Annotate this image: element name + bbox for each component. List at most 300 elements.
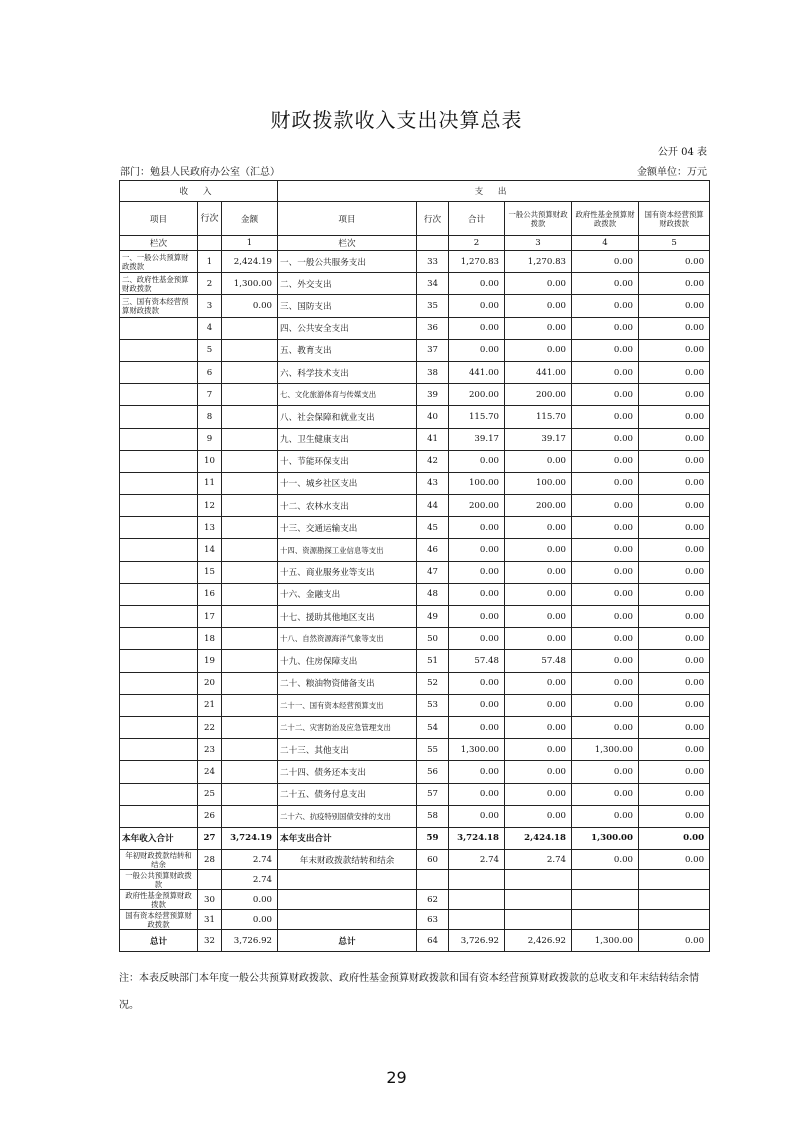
expense-general: 0.00 xyxy=(505,583,572,605)
income-amount: 1,300.00 xyxy=(222,273,278,295)
expense-state: 0.00 xyxy=(639,273,710,295)
income-amount: 2,424.19 xyxy=(222,251,278,273)
expense-total: 0.00 xyxy=(449,783,505,805)
expense-total: 0.00 xyxy=(449,761,505,783)
expense-fund: 0.00 xyxy=(572,472,639,494)
expense-fund: 1,300.00 xyxy=(572,930,639,952)
carry-detail-row xyxy=(120,870,710,890)
expense-total: 115.70 xyxy=(449,406,505,428)
expense-state: 0.00 xyxy=(639,317,710,339)
expense-item-header: 项目 xyxy=(278,202,417,236)
expense-total: 0.00 xyxy=(449,628,505,650)
col-index-4: 4 xyxy=(572,236,639,251)
grand-total-row xyxy=(120,930,710,952)
income-row-no: 16 xyxy=(198,583,222,605)
expense-state xyxy=(639,890,710,910)
income-item xyxy=(120,761,198,783)
income-row-no: 19 xyxy=(198,650,222,672)
expense-state: 0.00 xyxy=(639,561,710,583)
expense-item: 九、卫生健康支出 xyxy=(278,428,417,450)
expense-fund xyxy=(572,890,639,910)
expense-general: 0.00 xyxy=(505,783,572,805)
income-item: 一、一般公共预算财政拨款 xyxy=(120,251,198,273)
expense-total: 0.00 xyxy=(449,450,505,472)
expense-section-header: 支 出 xyxy=(474,187,513,197)
expense-item: 四、公共安全支出 xyxy=(278,317,417,339)
income-row-no: 2 xyxy=(198,273,222,295)
expense-fund: 0.00 xyxy=(572,339,639,361)
total-header: 合计 xyxy=(449,202,505,236)
col-index-5: 5 xyxy=(639,236,710,251)
expense-fund: 0.00 xyxy=(572,628,639,650)
income-amount xyxy=(222,361,278,383)
income-item xyxy=(120,628,198,650)
table-row xyxy=(120,650,710,672)
expense-item: 十八、自然资源海洋气象等支出 xyxy=(278,628,417,650)
income-row-no: 5 xyxy=(198,339,222,361)
income-item xyxy=(120,694,198,716)
expense-row-no: 53 xyxy=(417,694,449,716)
expense-state: 0.00 xyxy=(639,583,710,605)
expense-fund: 0.00 xyxy=(572,606,639,628)
income-amount xyxy=(222,805,278,827)
table-row xyxy=(120,251,710,273)
income-amount xyxy=(222,783,278,805)
income-item: 年初财政拨款结转和结余 xyxy=(120,850,198,870)
income-row-no: 14 xyxy=(198,539,222,561)
expense-fund: 0.00 xyxy=(572,694,639,716)
income-amount xyxy=(222,672,278,694)
expense-total: 0.00 xyxy=(449,295,505,317)
expense-item xyxy=(278,870,417,890)
expense-row-no: 59 xyxy=(417,827,449,849)
expense-row-no: 33 xyxy=(417,251,449,273)
expense-general: 2.74 xyxy=(505,850,572,870)
table-row xyxy=(120,606,710,628)
table-row xyxy=(120,428,710,450)
income-amount xyxy=(222,384,278,406)
expense-total: 0.00 xyxy=(449,317,505,339)
expense-total: 1,270.83 xyxy=(449,251,505,273)
expense-general: 1,270.83 xyxy=(505,251,572,273)
expense-item: 二、外交支出 xyxy=(278,273,417,295)
income-row-no: 18 xyxy=(198,628,222,650)
table-row xyxy=(120,273,710,295)
income-item xyxy=(120,672,198,694)
expense-fund: 0.00 xyxy=(572,716,639,738)
income-item xyxy=(120,339,198,361)
expense-fund: 0.00 xyxy=(572,783,639,805)
expense-total: 0.00 xyxy=(449,517,505,539)
income-row-no: 22 xyxy=(198,716,222,738)
expense-row-no: 58 xyxy=(417,805,449,827)
expense-fund: 1,300.00 xyxy=(572,739,639,761)
expense-row-no: 52 xyxy=(417,672,449,694)
income-item xyxy=(120,472,198,494)
expense-row-no: 57 xyxy=(417,783,449,805)
table-row xyxy=(120,295,710,317)
expense-row-no: 46 xyxy=(417,539,449,561)
expense-general: 200.00 xyxy=(505,384,572,406)
expense-item: 三、国防支出 xyxy=(278,295,417,317)
expense-item: 十五、商业服务业等支出 xyxy=(278,561,417,583)
income-amount xyxy=(222,472,278,494)
year-total-row xyxy=(120,827,710,849)
unit-label: 金额单位：万元 xyxy=(637,167,707,178)
income-item xyxy=(120,650,198,672)
expense-state: 0.00 xyxy=(639,783,710,805)
expense-total xyxy=(449,870,505,890)
expense-state: 0.00 xyxy=(639,495,710,517)
table-row xyxy=(120,739,710,761)
table-row xyxy=(120,761,710,783)
expense-row-no: 40 xyxy=(417,406,449,428)
expense-total: 0.00 xyxy=(449,273,505,295)
expense-general: 0.00 xyxy=(505,561,572,583)
income-item xyxy=(120,517,198,539)
income-amount: 0.00 xyxy=(222,910,278,930)
expense-row-no: 48 xyxy=(417,583,449,605)
expense-fund: 0.00 xyxy=(572,317,639,339)
income-amount xyxy=(222,561,278,583)
income-amount xyxy=(222,739,278,761)
income-row-no: 9 xyxy=(198,428,222,450)
expense-row-no: 47 xyxy=(417,561,449,583)
income-row-no: 3 xyxy=(198,295,222,317)
expense-item: 二十六、抗疫特别国债安排的支出 xyxy=(278,805,417,827)
expense-general: 0.00 xyxy=(505,517,572,539)
table-row xyxy=(120,339,710,361)
expense-fund xyxy=(572,870,639,890)
expense-item: 十四、资源勘探工业信息等支出 xyxy=(278,539,417,561)
expense-item: 二十二、灾害防治及应急管理支出 xyxy=(278,716,417,738)
expense-total: 2.74 xyxy=(449,850,505,870)
expense-item: 一、一般公共服务支出 xyxy=(278,251,417,273)
table-row xyxy=(120,406,710,428)
expense-state: 0.00 xyxy=(639,930,710,952)
income-item xyxy=(120,450,198,472)
expense-fund xyxy=(572,910,639,930)
income-amount xyxy=(222,428,278,450)
expense-general: 57.48 xyxy=(505,650,572,672)
expense-fund: 0.00 xyxy=(572,761,639,783)
income-row-no: 15 xyxy=(198,561,222,583)
department-label: 部门：勉县人民政府办公室（汇总） xyxy=(120,167,280,178)
expense-row-no xyxy=(417,870,449,890)
income-amount xyxy=(222,694,278,716)
income-row-no: 21 xyxy=(198,694,222,716)
income-row-no: 8 xyxy=(198,406,222,428)
expense-item: 二十、粮油物资储备支出 xyxy=(278,672,417,694)
page-number: 29 xyxy=(386,1068,407,1087)
expense-item: 十三、交通运输支出 xyxy=(278,517,417,539)
expense-row-no: 51 xyxy=(417,650,449,672)
expense-general: 0.00 xyxy=(505,761,572,783)
expense-general: 2,424.18 xyxy=(505,827,572,849)
expense-row-no: 43 xyxy=(417,472,449,494)
state-capital-header: 国有资本经营预算财政拨款 xyxy=(639,202,710,236)
expense-state: 0.00 xyxy=(639,606,710,628)
expense-fund: 0.00 xyxy=(572,384,639,406)
expense-row-no: 55 xyxy=(417,739,449,761)
expense-total: 39.17 xyxy=(449,428,505,450)
income-amount: 2.74 xyxy=(222,850,278,870)
income-amount xyxy=(222,650,278,672)
expense-total: 1,300.00 xyxy=(449,739,505,761)
col-index-1: 1 xyxy=(222,236,278,251)
expense-fund: 0.00 xyxy=(572,450,639,472)
income-row-no: 7 xyxy=(198,384,222,406)
income-item xyxy=(120,583,198,605)
income-item xyxy=(120,384,198,406)
expense-item: 十七、援助其他地区支出 xyxy=(278,606,417,628)
expense-total: 0.00 xyxy=(449,539,505,561)
income-amount-header: 金额 xyxy=(222,202,278,236)
expense-general: 0.00 xyxy=(505,317,572,339)
expense-state: 0.00 xyxy=(639,339,710,361)
carry-over-row xyxy=(120,850,710,870)
income-amount: 3,726.92 xyxy=(222,930,278,952)
expense-fund: 0.00 xyxy=(572,406,639,428)
expense-fund: 0.00 xyxy=(572,495,639,517)
income-item: 三、国有资本经营预算财政拨款 xyxy=(120,295,198,317)
income-row-no: 4 xyxy=(198,317,222,339)
expense-state: 0.00 xyxy=(639,539,710,561)
income-row-no: 32 xyxy=(198,930,222,952)
income-row-no: 26 xyxy=(198,805,222,827)
expense-state: 0.00 xyxy=(639,295,710,317)
income-row-no xyxy=(198,870,222,890)
income-row-no: 23 xyxy=(198,739,222,761)
income-item xyxy=(120,606,198,628)
header-row-col-index xyxy=(120,236,710,251)
expense-fund: 0.00 xyxy=(572,517,639,539)
income-item: 本年收入合计 xyxy=(120,827,198,849)
expense-state: 0.00 xyxy=(639,472,710,494)
expense-fund: 0.00 xyxy=(572,539,639,561)
table-row xyxy=(120,384,710,406)
expense-total: 200.00 xyxy=(449,384,505,406)
income-amount xyxy=(222,761,278,783)
expense-total: 3,724.18 xyxy=(449,827,505,849)
expense-total: 441.00 xyxy=(449,361,505,383)
form-number: 公开 04 表 xyxy=(657,147,707,158)
expense-total: 0.00 xyxy=(449,583,505,605)
expense-row-no: 50 xyxy=(417,628,449,650)
income-row-no: 25 xyxy=(198,783,222,805)
income-section-header: 收 入 xyxy=(179,187,218,197)
expense-general: 0.00 xyxy=(505,739,572,761)
income-row-no: 13 xyxy=(198,517,222,539)
expense-total: 0.00 xyxy=(449,716,505,738)
expense-fund: 0.00 xyxy=(572,583,639,605)
expense-item: 五、教育支出 xyxy=(278,339,417,361)
expense-total xyxy=(449,890,505,910)
income-amount xyxy=(222,583,278,605)
expense-state: 0.00 xyxy=(639,650,710,672)
expense-row-no: 38 xyxy=(417,361,449,383)
income-amount xyxy=(222,517,278,539)
expense-item: 本年支出合计 xyxy=(278,827,417,849)
income-amount xyxy=(222,339,278,361)
expense-general: 0.00 xyxy=(505,295,572,317)
expense-fund: 0.00 xyxy=(572,650,639,672)
expense-total: 0.00 xyxy=(449,694,505,716)
income-item xyxy=(120,783,198,805)
carry-detail-row xyxy=(120,910,710,930)
expense-fund: 0.00 xyxy=(572,805,639,827)
expense-item: 年末财政拨款结转和结余 xyxy=(278,850,417,870)
expense-general: 0.00 xyxy=(505,273,572,295)
expense-row-no: 41 xyxy=(417,428,449,450)
income-row-no: 28 xyxy=(198,850,222,870)
income-item: 政府性基金预算财政拨款 xyxy=(120,890,198,910)
expense-item: 十、节能环保支出 xyxy=(278,450,417,472)
carry-detail-row xyxy=(120,890,710,910)
expense-fund: 0.00 xyxy=(572,428,639,450)
income-row-no: 6 xyxy=(198,361,222,383)
table-row xyxy=(120,561,710,583)
expense-fund: 0.00 xyxy=(572,251,639,273)
expense-state: 0.00 xyxy=(639,384,710,406)
expense-general: 2,426.92 xyxy=(505,930,572,952)
table-row xyxy=(120,317,710,339)
expense-item: 十九、住房保障支出 xyxy=(278,650,417,672)
expense-state: 0.00 xyxy=(639,827,710,849)
expense-fund: 0.00 xyxy=(572,672,639,694)
expense-general: 0.00 xyxy=(505,716,572,738)
expense-total: 200.00 xyxy=(449,495,505,517)
expense-general xyxy=(505,870,572,890)
income-amount xyxy=(222,495,278,517)
table-row xyxy=(120,517,710,539)
expense-state: 0.00 xyxy=(639,850,710,870)
expense-state: 0.00 xyxy=(639,716,710,738)
expense-fund: 0.00 xyxy=(572,850,639,870)
income-item-header: 项目 xyxy=(120,202,198,236)
income-row-no: 1 xyxy=(198,251,222,273)
expense-general: 0.00 xyxy=(505,694,572,716)
table-row xyxy=(120,450,710,472)
expense-fund: 0.00 xyxy=(572,361,639,383)
income-amount xyxy=(222,716,278,738)
expense-item: 十六、金融支出 xyxy=(278,583,417,605)
expense-row-no: 35 xyxy=(417,295,449,317)
expense-row-no: 37 xyxy=(417,339,449,361)
expense-general: 0.00 xyxy=(505,672,572,694)
expense-general: 115.70 xyxy=(505,406,572,428)
income-row-no: 11 xyxy=(198,472,222,494)
header-row-sections xyxy=(120,181,710,202)
expense-item: 二十四、债务还本支出 xyxy=(278,761,417,783)
expense-general xyxy=(505,910,572,930)
expense-total: 0.00 xyxy=(449,606,505,628)
expense-item: 六、科学技术支出 xyxy=(278,361,417,383)
col-label: 栏次 xyxy=(120,236,198,251)
income-row-no-header: 行次 xyxy=(198,202,222,236)
income-amount: 0.00 xyxy=(222,890,278,910)
expense-state: 0.00 xyxy=(639,361,710,383)
expense-row-no: 36 xyxy=(417,317,449,339)
expense-fund: 0.00 xyxy=(572,561,639,583)
expense-item: 十二、农林水支出 xyxy=(278,495,417,517)
expense-state xyxy=(639,910,710,930)
expense-state: 0.00 xyxy=(639,406,710,428)
expense-row-no: 54 xyxy=(417,716,449,738)
expense-item xyxy=(278,890,417,910)
expense-item: 七、文化旅游体育与传媒支出 xyxy=(278,384,417,406)
table-row xyxy=(120,583,710,605)
page-title: 财政拨款收入支出决算总表 xyxy=(270,108,523,132)
income-row-no: 24 xyxy=(198,761,222,783)
expense-row-no: 34 xyxy=(417,273,449,295)
expense-fund: 0.00 xyxy=(572,295,639,317)
income-amount: 3,724.19 xyxy=(222,827,278,849)
expense-state: 0.00 xyxy=(639,694,710,716)
expense-state xyxy=(639,870,710,890)
expense-row-no: 63 xyxy=(417,910,449,930)
income-item xyxy=(120,739,198,761)
income-item xyxy=(120,805,198,827)
income-row-no: 27 xyxy=(198,827,222,849)
expense-general: 39.17 xyxy=(505,428,572,450)
expense-total: 0.00 xyxy=(449,561,505,583)
expense-total: 3,726.92 xyxy=(449,930,505,952)
income-item: 二、政府性基金预算财政拨款 xyxy=(120,273,198,295)
expense-fund: 1,300.00 xyxy=(572,827,639,849)
expense-state: 0.00 xyxy=(639,761,710,783)
expense-state: 0.00 xyxy=(639,450,710,472)
expense-row-no: 62 xyxy=(417,890,449,910)
expense-total: 100.00 xyxy=(449,472,505,494)
expense-row-no: 45 xyxy=(417,517,449,539)
income-amount xyxy=(222,406,278,428)
expense-general: 100.00 xyxy=(505,472,572,494)
income-item xyxy=(120,495,198,517)
income-row-no: 30 xyxy=(198,890,222,910)
header-row-columns xyxy=(120,202,710,236)
col-index-3: 3 xyxy=(505,236,572,251)
income-amount xyxy=(222,539,278,561)
expense-row-no: 49 xyxy=(417,606,449,628)
income-amount xyxy=(222,317,278,339)
income-item xyxy=(120,361,198,383)
income-item: 总计 xyxy=(120,930,198,952)
income-row-no: 10 xyxy=(198,450,222,472)
income-item xyxy=(120,406,198,428)
expense-state: 0.00 xyxy=(639,739,710,761)
fund-budget-header: 政府性基金预算财政拨款 xyxy=(572,202,639,236)
table-row xyxy=(120,672,710,694)
expense-total: 57.48 xyxy=(449,650,505,672)
income-item: 一般公共预算财政拨款 xyxy=(120,870,198,890)
income-amount xyxy=(222,606,278,628)
expense-state: 0.00 xyxy=(639,428,710,450)
income-item xyxy=(120,428,198,450)
expense-row-no: 64 xyxy=(417,930,449,952)
income-amount: 0.00 xyxy=(222,295,278,317)
expense-general: 0.00 xyxy=(505,339,572,361)
income-item: 国有资本经营预算财政拨款 xyxy=(120,910,198,930)
expense-total xyxy=(449,910,505,930)
expense-general: 0.00 xyxy=(505,628,572,650)
expense-total: 0.00 xyxy=(449,672,505,694)
expense-row-no: 60 xyxy=(417,850,449,870)
expense-item: 十一、城乡社区支出 xyxy=(278,472,417,494)
income-amount xyxy=(222,450,278,472)
footnote: 注：本表反映部门本年度一般公共预算财政拨款、政府性基金预算财政拨款和国有资本经营预算财政拨款的总收支和年末结转结余情况。 xyxy=(119,973,699,1011)
income-amount: 2.74 xyxy=(222,870,278,890)
